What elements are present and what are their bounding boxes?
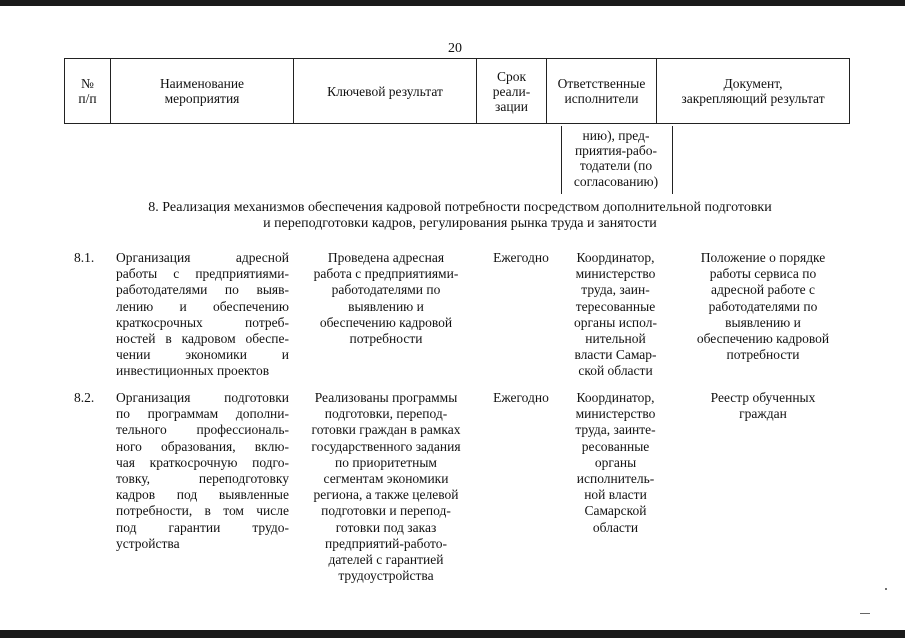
header-number: № п/п bbox=[65, 59, 111, 124]
key-result: Проведена адресная работа с предприятиями- работодателями по выявлению и обеспечению кадровой потребности bbox=[313, 250, 459, 347]
header-responsible: Ответственные исполнители bbox=[547, 59, 657, 124]
page-number: 20 bbox=[448, 41, 462, 56]
result-document: Положение о порядке работы сервиса по адресной работе с работодателями по выявлению и обеспечению кадровой потребности bbox=[696, 250, 830, 363]
responsible: Координатор, министерство труда, заинте- ресованные органы исполнитель- ной власти Самарской области bbox=[575, 390, 656, 535]
section-heading: 8. Реализация механизмов обеспечения кадровой потребности посредством дополнительной подготовки и переподготовки кадров, регулирования рынка труда и занятости bbox=[148, 200, 772, 231]
header-key-result: Ключевой результат bbox=[294, 59, 477, 124]
term: Ежегодно bbox=[493, 250, 549, 265]
table-header bbox=[64, 58, 850, 124]
continuation-text: нию), пред- приятия-рабо- тодатели (по согласованию) bbox=[573, 128, 659, 189]
bottom-border-bar bbox=[0, 630, 905, 638]
scan-speck bbox=[885, 588, 887, 590]
result-document: Реестр обученных граждан bbox=[710, 390, 816, 422]
activity-name: Организация адресной работы с предприятиями- работодателями по выяв- лению и обеспечению краткосрочных потреб- ностей в кадровом обеспе- чении экономики и инвестиционных проектов bbox=[116, 250, 289, 379]
header-activity-name: Наименование мероприятия bbox=[111, 59, 294, 124]
row-number: 8.1. bbox=[74, 250, 95, 265]
header-term: Срок реали- зации bbox=[477, 59, 547, 124]
term: Ежегодно bbox=[493, 390, 549, 405]
top-border-bar bbox=[0, 0, 905, 6]
key-result: Реализованы программы подготовки, перепод- готовки граждан в рамках государственного задания по приоритетным сегментам экономики региона, а также целевой подготовки и перепод- готовки под заказ предприятий-работо- дателей с гарантией трудоустройства bbox=[311, 390, 461, 584]
row-number: 8.2. bbox=[74, 390, 95, 405]
activity-name: Организация подготовки по программам дополни- тельного профессиональ- ного образования, вклю- чая краткосрочную подго- товку, переподготовку кадров под выявленные потребности, в том числе под гарантии трудо- устройства bbox=[116, 390, 289, 551]
scan-mark bbox=[860, 613, 870, 614]
responsible: Координатор, министерство труда, заин- тересованные органы испол- нительной власти Самар- ской области bbox=[574, 250, 657, 379]
header-document: Документ, закрепляющий результат bbox=[657, 59, 850, 124]
